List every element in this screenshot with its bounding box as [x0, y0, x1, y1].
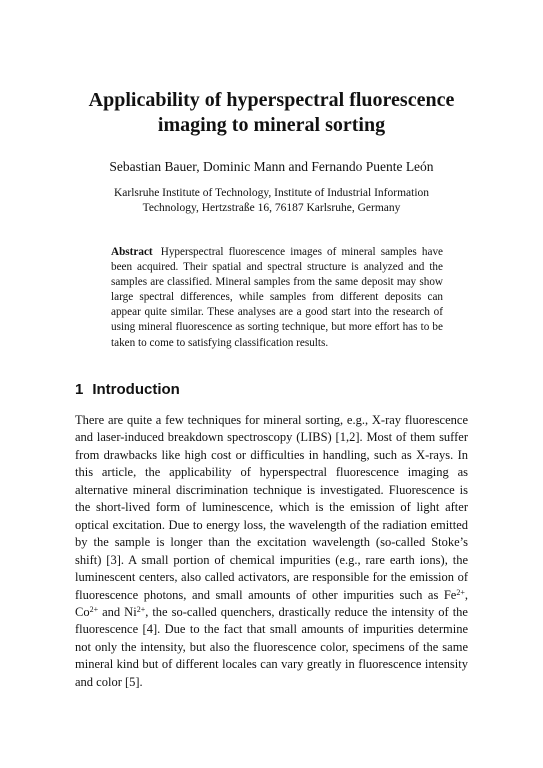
intro-text-part-4: , the so-called quenchers, drastically reduce the intensity of the fluorescence [4]. Due to the fact that small amounts of impurities determine not only the intensity, but also the fluorescence color, specimens of the same mineral kind but of different locales can vary greatly in fluorescence intensity and color [5].	[75, 604, 468, 689]
abstract-label: Abstract	[111, 246, 153, 258]
nickel-charge-superscript: 2+	[136, 604, 146, 614]
affiliation: Karlsruhe Institute of Technology, Institute of Industrial Information Technology, Hertzstraße 16, 76187 Karlsruhe, Germany	[113, 187, 430, 214]
section-title: Introduction	[92, 381, 180, 398]
section-number: 1	[75, 381, 84, 398]
intro-text-part-3: and Ni	[98, 604, 137, 619]
cobalt-charge-superscript: 2+	[89, 604, 99, 614]
intro-text-part-2: , Co	[75, 587, 468, 619]
introduction-paragraph	[75, 412, 468, 691]
abstract-text: Hyperspectral fluorescence images of mineral samples have been acquired. Their spatial and spectral structure is analyzed and the samples are classified. Mineral samples from the same deposit may show large spectral differences, while samples from different deposits can appear quite similar. These analyses are a good start into the research of using mineral fluorescence as sorting technique, but more effort has to be taken to come to satisfying classification results.	[111, 246, 443, 349]
section-heading	[75, 380, 475, 400]
iron-charge-superscript: 2+	[456, 587, 465, 597]
intro-text-part-1: There are quite a few techniques for mineral sorting, e.g., X-ray fluorescence and laser-induced breakdown spectroscopy (LIBS) [1,2]. Most of them suffer from drawbacks like high cost or difficulties in handling, such as X-rays. In this article, the applicability of hyperspectral fluorescence imaging as alternative mineral discrimination technique is investigated. Fluorescence is the short-lived form of luminescence, which is the emission of light after optical excitation. Due to energy loss, the wavelength of the radiation emitted by the sample is longer than the excitation wavelength (so-called Stoke’s shift) [3]. A small portion of chemical impurities (e.g., rare earth ions), the luminescent centers, also called activators, are responsible for the emission of fluorescence photons, and small amounts of other impurities such as Fe	[75, 413, 468, 602]
abstract	[111, 245, 443, 351]
author-list: Sebastian Bauer, Dominic Mann and Fernando Puente León	[109, 159, 434, 174]
paper-title: Applicability of hyperspectral fluorescence imaging to mineral sorting	[88, 89, 455, 136]
